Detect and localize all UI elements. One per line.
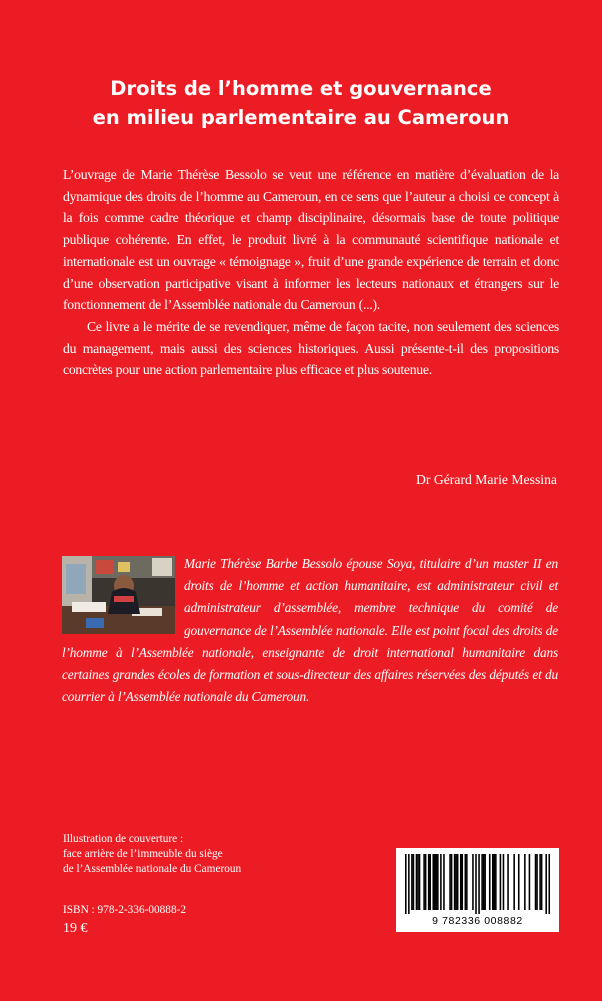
barcode-bar bbox=[494, 854, 496, 910]
barcode-bar bbox=[460, 854, 462, 910]
barcode-bar bbox=[416, 854, 418, 910]
barcode-bar bbox=[541, 854, 543, 910]
barcode-bar bbox=[405, 854, 407, 914]
barcode-bar bbox=[507, 854, 509, 910]
blurb-text bbox=[63, 164, 559, 381]
barcode-bar bbox=[503, 854, 505, 910]
credits-line-2: face arrière de l’immeuble du siège bbox=[63, 848, 223, 860]
barcode-bar bbox=[535, 854, 537, 910]
barcode-bar bbox=[437, 854, 439, 910]
barcode-bar bbox=[411, 854, 413, 910]
title-line-2: en milieu parlementaire au Cameroun bbox=[92, 106, 510, 129]
review-signature: Dr Gérard Marie Messina bbox=[415, 472, 557, 487]
barcode-bar bbox=[483, 854, 485, 910]
barcode-bar bbox=[423, 854, 425, 910]
book-title bbox=[40, 74, 562, 132]
price: 19 € bbox=[63, 921, 88, 936]
barcode-bar bbox=[434, 854, 436, 910]
barcode-bar bbox=[539, 854, 541, 910]
blurb-paragraph-1: L’ouvrage de Marie Thérèse Bessolo se veut une référence en matière d’évaluation de la dynamique des droits de l’homme au Cameroun, en ce sens que l’auteur a choisi ce concept à la fois comme cadre théorique et champ disciplinaire, désormais base de toute politique publique cohérente. En effet, le produit livré à la communauté scientifique nationale et internationale est un ouvrage « témoignage », fruit d’une grande expérience de terrain et donc d’une observation participative visant à informer les lecteurs nationaux et étrangers sur le fonctionnement de l’Assemblée nationale du Cameroun (...). bbox=[63, 167, 559, 313]
barcode-bar bbox=[481, 854, 483, 910]
barcode-bar bbox=[425, 854, 427, 910]
barcode-bar bbox=[443, 854, 445, 910]
barcode-bar bbox=[449, 854, 451, 910]
barcode-bar bbox=[529, 854, 531, 910]
isbn: ISBN : 978-2-336-00888-2 bbox=[63, 904, 187, 916]
barcode-bar bbox=[436, 854, 438, 910]
barcode-bar bbox=[475, 854, 477, 914]
author-bio-text: Marie Thérèse Barbe Bessolo épouse Soya, titulaire d’un master II en droits de l’homme et action humanitaire, est administrateur civil et administrateur d’assemblée, membre technique du comité de gouvernance de l’Assemblée nationale. Elle est point focal des droits de l’homme à l’Assemblée nationale, enseignante de droit international humanitaire dans certaines grandes écoles de formation et sous-directeur des affaires réservées des députés et du courrier à l’Assemblée nationale du Cameroun. bbox=[62, 556, 558, 705]
barcode-bar bbox=[440, 854, 442, 910]
barcode bbox=[396, 848, 559, 932]
title-line-1: Droits de l’homme et gouvernance bbox=[110, 77, 492, 100]
barcode-bar bbox=[428, 854, 430, 910]
barcode-bar bbox=[417, 854, 419, 910]
barcode-bar bbox=[408, 854, 410, 914]
blurb-paragraph-2: Ce livre a le mérite de se revendiquer, même de façon tacite, non seulement des sciences du management, mais aussi des sciences historiques. Aussi présente-t-il des propositions concrètes pour une action parlementaire plus efficace et plus soutenue. bbox=[63, 318, 559, 378]
barcode-bar bbox=[524, 854, 526, 910]
barcode-bar bbox=[461, 854, 463, 910]
barcode-bar bbox=[457, 854, 459, 910]
barcode-bar bbox=[500, 854, 502, 910]
barcode-bar bbox=[455, 854, 457, 910]
barcode-bar bbox=[466, 854, 468, 910]
barcode-bar bbox=[451, 854, 453, 910]
photo-spacer bbox=[62, 553, 184, 637]
credits-line-1: Illustration de couverture : bbox=[63, 833, 184, 845]
barcode-bar bbox=[489, 854, 491, 910]
author-bio bbox=[62, 553, 558, 708]
barcode-bars bbox=[405, 854, 550, 914]
barcode-bar bbox=[478, 854, 480, 914]
barcode-bar bbox=[413, 854, 415, 910]
barcode-bar bbox=[454, 854, 456, 910]
barcode-number: 9 782336 008882 bbox=[432, 915, 523, 927]
barcode-bar bbox=[484, 854, 486, 910]
barcode-bar bbox=[548, 854, 550, 914]
barcode-bar bbox=[545, 854, 547, 914]
barcode-bar bbox=[513, 854, 515, 910]
barcode-bar bbox=[432, 854, 434, 910]
cover-credits bbox=[63, 832, 241, 877]
barcode-bar bbox=[472, 854, 474, 910]
credits-line-3: de l’Assemblée nationale du Cameroun bbox=[63, 863, 242, 875]
barcode-bar bbox=[465, 854, 467, 910]
barcode-bar bbox=[536, 854, 538, 910]
barcode-bar bbox=[495, 854, 497, 910]
barcode-bar bbox=[518, 854, 520, 910]
barcode-bar bbox=[419, 854, 421, 910]
barcode-bar bbox=[492, 854, 494, 910]
barcode-bar bbox=[429, 854, 431, 910]
